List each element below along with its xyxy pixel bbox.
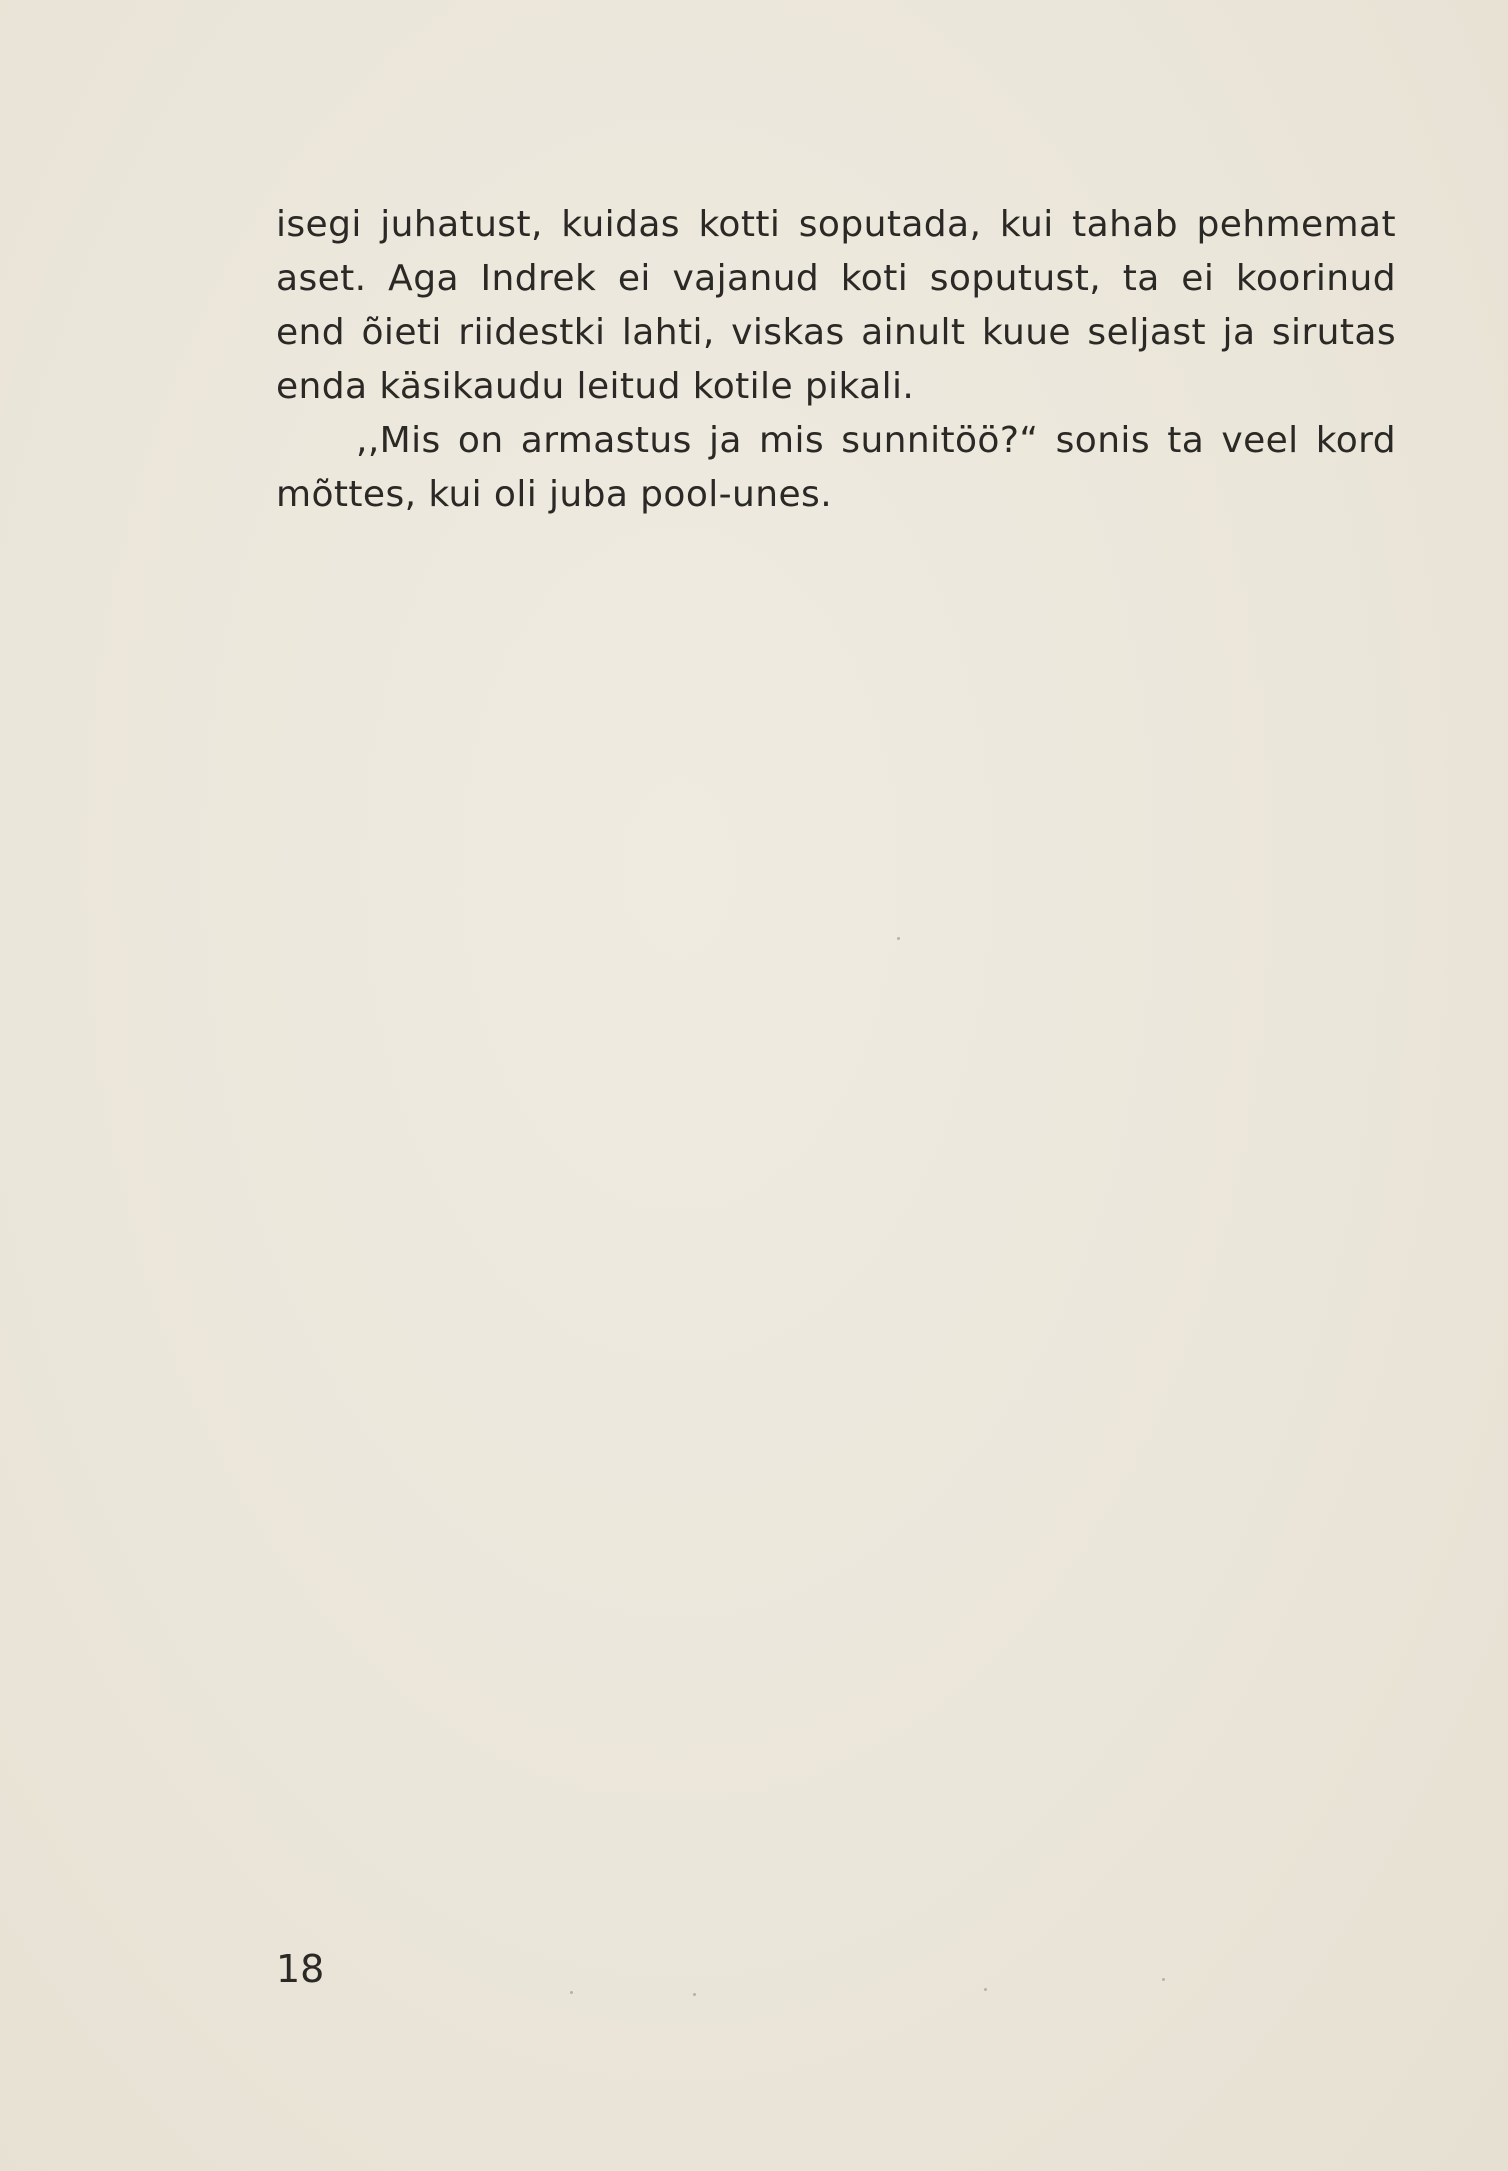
paragraph-1 — [276, 198, 1396, 414]
paper-speck — [693, 1993, 696, 1996]
paper-speck — [570, 1991, 573, 1994]
paragraph-2 — [276, 414, 1396, 522]
text-line: mõttes, kui oli juba pool-unes. — [276, 474, 833, 515]
text-line: isegi juhatust, kuidas kotti soputada, kui tahab pehmemat — [276, 204, 1396, 245]
text-line: aset. Aga Indrek ei vajanud koti soputust, ta ei koorinud — [276, 258, 1396, 299]
paper-speck — [897, 937, 900, 940]
paper-speck — [1162, 1978, 1165, 1981]
paper-speck — [984, 1988, 987, 1991]
page-number: 18 — [276, 1947, 325, 1991]
text-line: enda käsikaudu leitud kotile pikali. — [276, 366, 915, 407]
text-line: ,,Mis on armastus ja mis sunnitöö?“ sonis ta veel kord — [356, 420, 1396, 461]
body-text — [276, 198, 1396, 522]
text-line: end õieti riidestki lahti, viskas ainult kuue seljast ja sirutas — [276, 312, 1396, 353]
